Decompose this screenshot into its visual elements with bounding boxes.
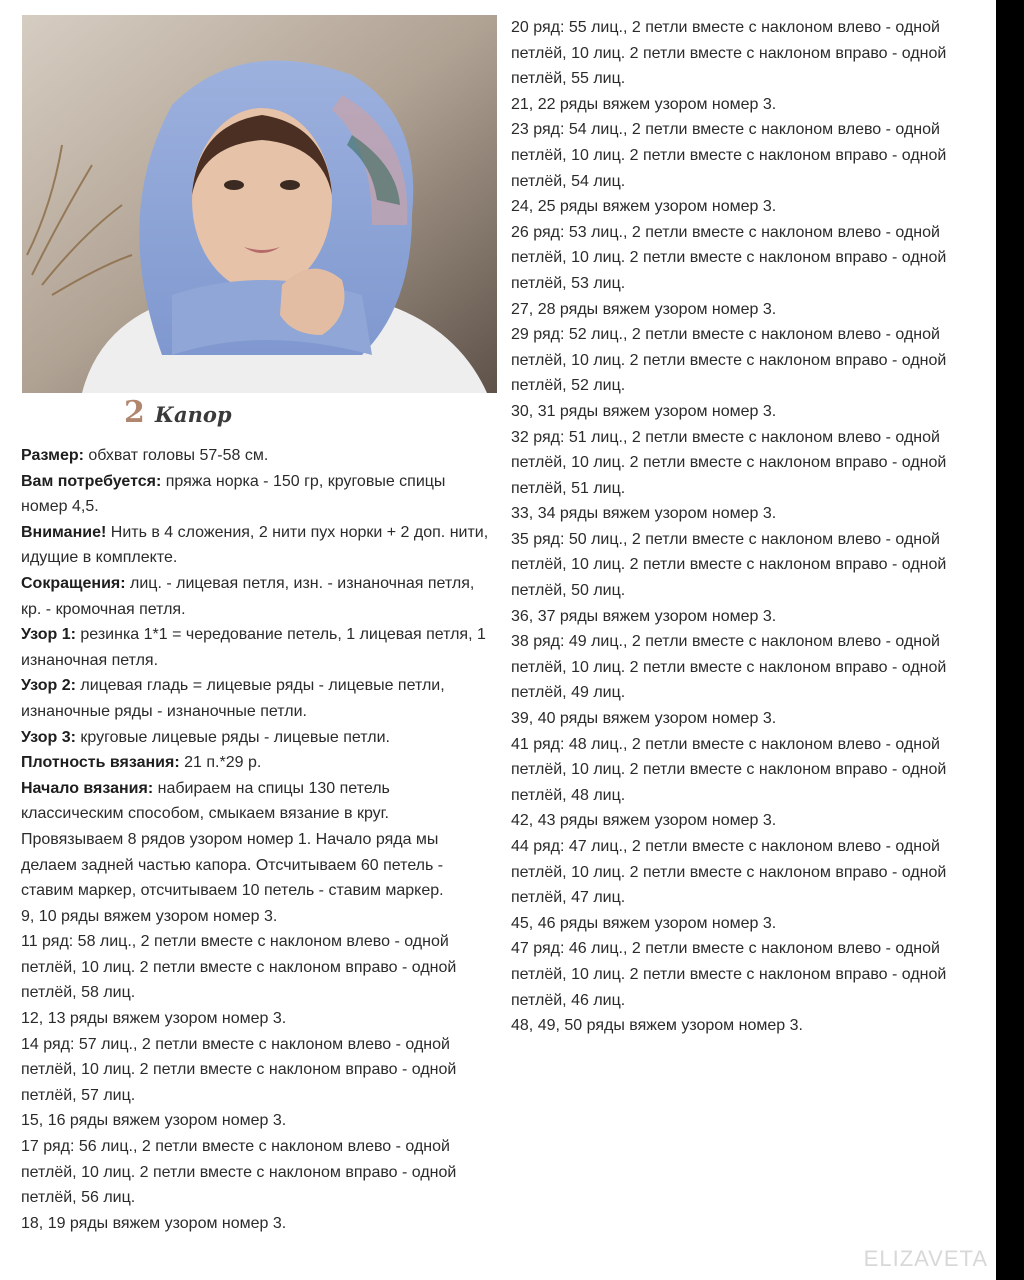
row-instruction: 38 ряд: 49 лиц., 2 петли вместе с наклоном влево - одной петлёй, 10 лиц. 2 петли вместе с наклоном вправо - одной петлёй, 49 лиц.: [511, 633, 947, 702]
instruction-paragraph: [21, 1032, 491, 1109]
instruction-paragraph: [21, 1134, 491, 1211]
paragraph-text: лицевая гладь = лицевые ряды - лицевые петли, изнаночные ряды - изнаночные петли.: [21, 677, 445, 720]
watermark: ELIZAVETA: [863, 1246, 988, 1271]
paragraph-label: Узор 2:: [21, 677, 76, 695]
paragraph-text: 11 ряд: 58 лиц., 2 петли вместе с наклоном влево - одной петлёй, 10 лиц. 2 петли вместе с наклоном вправо - одной петлёй, 58 лиц.: [21, 933, 457, 1002]
paragraph-text: 12, 13 ряды вяжем узором номер 3.: [21, 1010, 287, 1028]
row-instruction: 48, 49, 50 ряды вяжем узором номер 3.: [511, 1017, 803, 1035]
instruction-paragraph: [21, 725, 491, 751]
row-instruction: 27, 28 ряды вяжем узором номер 3.: [511, 300, 777, 318]
paragraph-text: 18, 19 ряды вяжем узором номер 3.: [21, 1214, 287, 1232]
paragraph-text: пряжа норка - 150 гр, круговые спицы номер 4,5.: [21, 472, 446, 516]
row-instruction: 39, 40 ряды вяжем узором номер 3.: [511, 710, 777, 728]
instruction-paragraph: [21, 571, 491, 622]
instruction-paragraph: [21, 622, 491, 673]
paragraph-text: лиц. - лицевая петля, изн. - изнаночная петля, кр. - кромочная петля.: [21, 574, 475, 618]
paragraph-label: Начало вязания:: [21, 779, 154, 797]
instruction-paragraph: [21, 750, 491, 776]
row-instruction: 47 ряд: 46 лиц., 2 петли вместе с наклоном влево - одной петлёй, 10 лиц. 2 петли вместе с наклоном вправо - одной петлёй, 46 лиц.: [511, 940, 947, 1009]
paragraph-label: Размер:: [21, 447, 84, 464]
paragraph-label: Внимание!: [21, 523, 107, 541]
paragraph-label: Узор 1:: [21, 626, 76, 644]
row-instruction: 32 ряд: 51 лиц., 2 петли вместе с наклоном влево - одной петлёй, 10 лиц. 2 петли вместе с наклоном вправо - одной петлёй, 51 лиц.: [511, 428, 947, 497]
instruction-paragraph: [21, 469, 491, 520]
section-number: 2: [124, 395, 145, 430]
instruction-paragraph: [21, 776, 491, 904]
instruction-paragraph: [21, 443, 491, 469]
left-text-column: [21, 443, 491, 1236]
paragraph-text: 15, 16 ряды вяжем узором номер 3.: [21, 1112, 287, 1130]
paragraph-label: Плотность вязания:: [21, 754, 180, 772]
instruction-paragraph: [21, 520, 491, 571]
row-instruction: 30, 31 ряды вяжем узором номер 3.: [511, 402, 777, 420]
paragraph-label: Вам потребуется:: [21, 472, 162, 490]
section-heading: [124, 395, 232, 430]
row-instruction: 29 ряд: 52 лиц., 2 петли вместе с наклоном влево - одной петлёй, 10 лиц. 2 петли вместе с наклоном вправо - одной петлёй, 52 лиц.: [511, 326, 947, 395]
paragraph-text: 21 п.*29 р.: [179, 754, 262, 772]
paragraph-text: Нить в 4 сложения, 2 нити пух норки + 2 доп. нити, идущие в комплекте.: [21, 523, 489, 567]
instruction-paragraph: [21, 673, 491, 724]
row-instruction: 44 ряд: 47 лиц., 2 петли вместе с наклоном влево - одной петлёй, 10 лиц. 2 петли вместе с наклоном вправо - одной петлёй, 47 лиц.: [511, 838, 947, 907]
paragraph-text: обхват головы 57-58 см.: [83, 447, 269, 464]
paragraph-text: 17 ряд: 56 лиц., 2 петли вместе с наклоном влево - одной петлёй, 10 лиц. 2 петли вместе с наклоном вправо - одной петлёй, 56 лиц.: [21, 1138, 457, 1207]
row-instruction: 23 ряд: 54 лиц., 2 петли вместе с наклоном влево - одной петлёй, 10 лиц. 2 петли вместе с наклоном вправо - одной петлёй, 54 лиц.: [511, 121, 947, 190]
paragraph-text: резинка 1*1 = чередование петель, 1 лицевая петля, 1 изнаночная петля.: [21, 626, 486, 669]
row-instruction: 45, 46 ряды вяжем узором номер 3.: [511, 914, 777, 932]
row-instruction: 42, 43 ряды вяжем узором номер 3.: [511, 812, 777, 830]
row-instruction: 21, 22 ряды вяжем узором номер 3.: [511, 95, 777, 113]
instruction-paragraph: [21, 929, 491, 1006]
paragraph-label: Узор 3:: [21, 728, 76, 746]
row-instruction: 36, 37 ряды вяжем узором номер 3.: [511, 607, 777, 625]
photo-illustration: [22, 15, 497, 393]
instruction-paragraph: [21, 904, 491, 930]
instruction-paragraph: [21, 1108, 491, 1134]
instruction-paragraph: [21, 1006, 491, 1032]
paragraph-text: круговые лицевые ряды - лицевые петли.: [75, 728, 390, 746]
row-instruction: 20 ряд: 55 лиц., 2 петли вместе с наклоном влево - одной петлёй, 10 лиц. 2 петли вместе с наклоном вправо - одной петлёй, 55 лиц.: [511, 19, 947, 88]
paragraph-label: Сокращения:: [21, 574, 126, 592]
row-instruction: 26 ряд: 53 лиц., 2 петли вместе с наклоном влево - одной петлёй, 10 лиц. 2 петли вместе с наклоном вправо - одной петлёй, 53 лиц.: [511, 223, 947, 292]
paragraph-text: набираем на спицы 130 петель классическим способом, смыкаем вязание в круг. Провязываем 8 рядов узором номер 1. Начало ряда мы делаем задней частью капора. Отсчитываем 60 петель - ставим маркер, отсчитываем 10 петель - ставим маркер.: [21, 779, 444, 900]
row-instruction: 33, 34 ряды вяжем узором номер 3.: [511, 505, 777, 523]
woman-in-knitted-hood-photo: [22, 15, 497, 393]
section-title: Капор: [154, 402, 232, 427]
paragraph-text: 14 ряд: 57 лиц., 2 петли вместе с наклоном влево - одной петлёй, 10 лиц. 2 петли вместе с наклоном вправо - одной петлёй, 57 лиц.: [21, 1035, 457, 1104]
row-instruction: 24, 25 ряды вяжем узором номер 3.: [511, 198, 777, 216]
row-instruction: 41 ряд: 48 лиц., 2 петли вместе с наклоном влево - одной петлёй, 10 лиц. 2 петли вместе с наклоном вправо - одной петлёй, 48 лиц.: [511, 735, 947, 804]
instruction-paragraph: [21, 1211, 491, 1237]
paragraph-text: 9, 10 ряды вяжем узором номер 3.: [21, 907, 278, 925]
right-text-column: [511, 15, 981, 1039]
row-instruction: 35 ряд: 50 лиц., 2 петли вместе с наклоном влево - одной петлёй, 10 лиц. 2 петли вместе с наклоном вправо - одной петлёй, 50 лиц.: [511, 530, 947, 600]
